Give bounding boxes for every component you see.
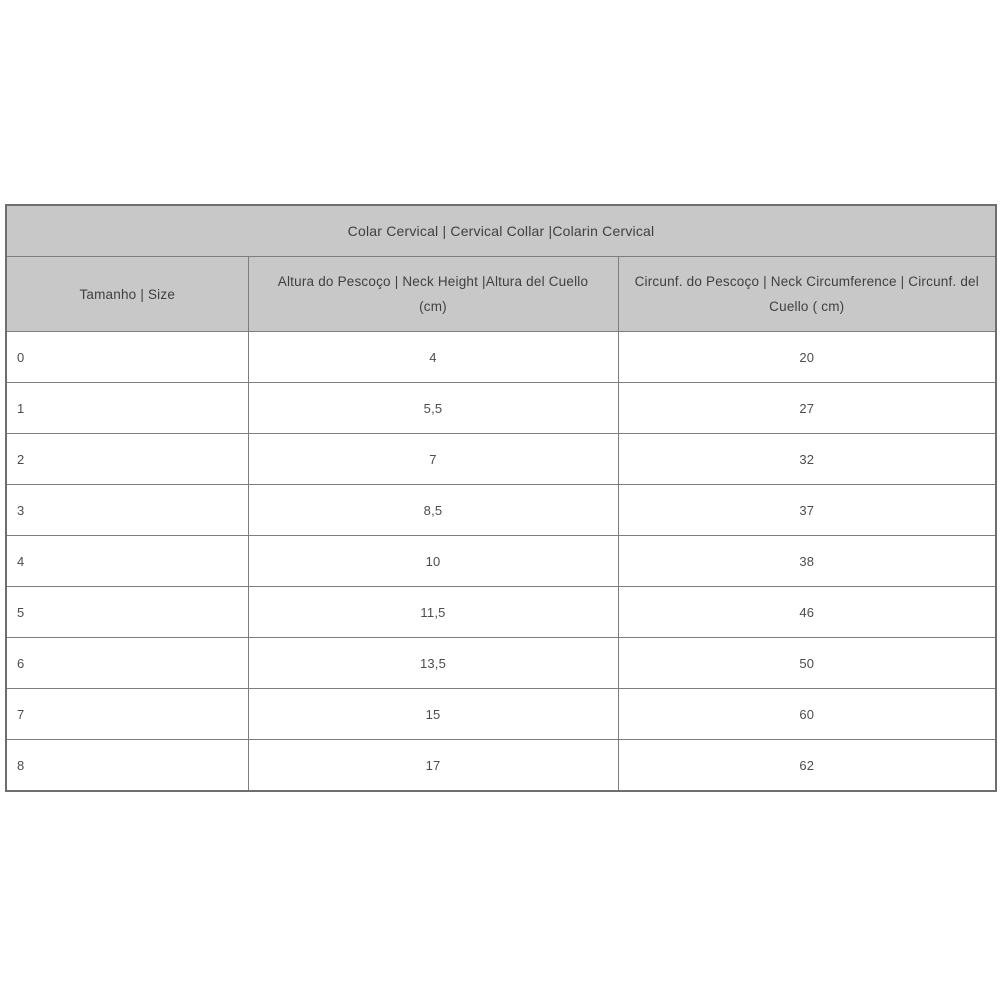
- size-value: 0: [6, 332, 248, 383]
- neck-height-value: 5,5: [248, 383, 618, 434]
- neck-height-value: 4: [248, 332, 618, 383]
- cervical-collar-size-table: [5, 204, 997, 792]
- neck-height-value: 15: [248, 689, 618, 740]
- size-value: 6: [6, 638, 248, 689]
- neck-circumference-value: 46: [618, 587, 996, 638]
- neck-circumference-value: 60: [618, 689, 996, 740]
- table-row: [6, 638, 996, 689]
- table-row: [6, 332, 996, 383]
- table-row: [6, 434, 996, 485]
- neck-circumference-value: 32: [618, 434, 996, 485]
- neck-circumference-label-line1: Circunf. do Pescoço | Neck Circumference | Circunf. del: [634, 274, 979, 289]
- size-value: 8: [6, 740, 248, 792]
- neck-circumference-value: 62: [618, 740, 996, 792]
- neck-height-label-line2: (cm): [419, 299, 447, 314]
- table-row: [6, 536, 996, 587]
- table-row: [6, 485, 996, 536]
- neck-height-label-line1: Altura do Pescoço | Neck Height |Altura del Cuello: [277, 274, 589, 289]
- table-header-row: [6, 257, 996, 332]
- neck-circumference-label-line2: Cuello ( cm): [769, 299, 845, 314]
- neck-height-value: 10: [248, 536, 618, 587]
- neck-circumference-value: 50: [618, 638, 996, 689]
- neck-height-value: 17: [248, 740, 618, 792]
- size-value: 3: [6, 485, 248, 536]
- column-header-neck-height: [248, 257, 618, 332]
- size-value: 2: [6, 434, 248, 485]
- size-value: 1: [6, 383, 248, 434]
- table-row: [6, 383, 996, 434]
- neck-circumference-value: 38: [618, 536, 996, 587]
- neck-height-value: 7: [248, 434, 618, 485]
- size-value: 4: [6, 536, 248, 587]
- table-title-row: [6, 205, 996, 257]
- column-header-neck-circumference: [618, 257, 996, 332]
- column-header-size: [6, 257, 248, 332]
- neck-height-value: 8,5: [248, 485, 618, 536]
- neck-circumference-value: 37: [618, 485, 996, 536]
- size-value: 5: [6, 587, 248, 638]
- neck-circumference-value: 27: [618, 383, 996, 434]
- table-row: [6, 587, 996, 638]
- size-value: 7: [6, 689, 248, 740]
- table-row: [6, 740, 996, 792]
- neck-height-value: 13,5: [248, 638, 618, 689]
- column-header-size-label: Tamanho | Size: [79, 286, 176, 302]
- neck-circumference-value: 20: [618, 332, 996, 383]
- neck-height-value: 11,5: [248, 587, 618, 638]
- table-title: Colar Cervical | Cervical Collar |Colarin Cervical: [6, 205, 996, 257]
- table-row: [6, 689, 996, 740]
